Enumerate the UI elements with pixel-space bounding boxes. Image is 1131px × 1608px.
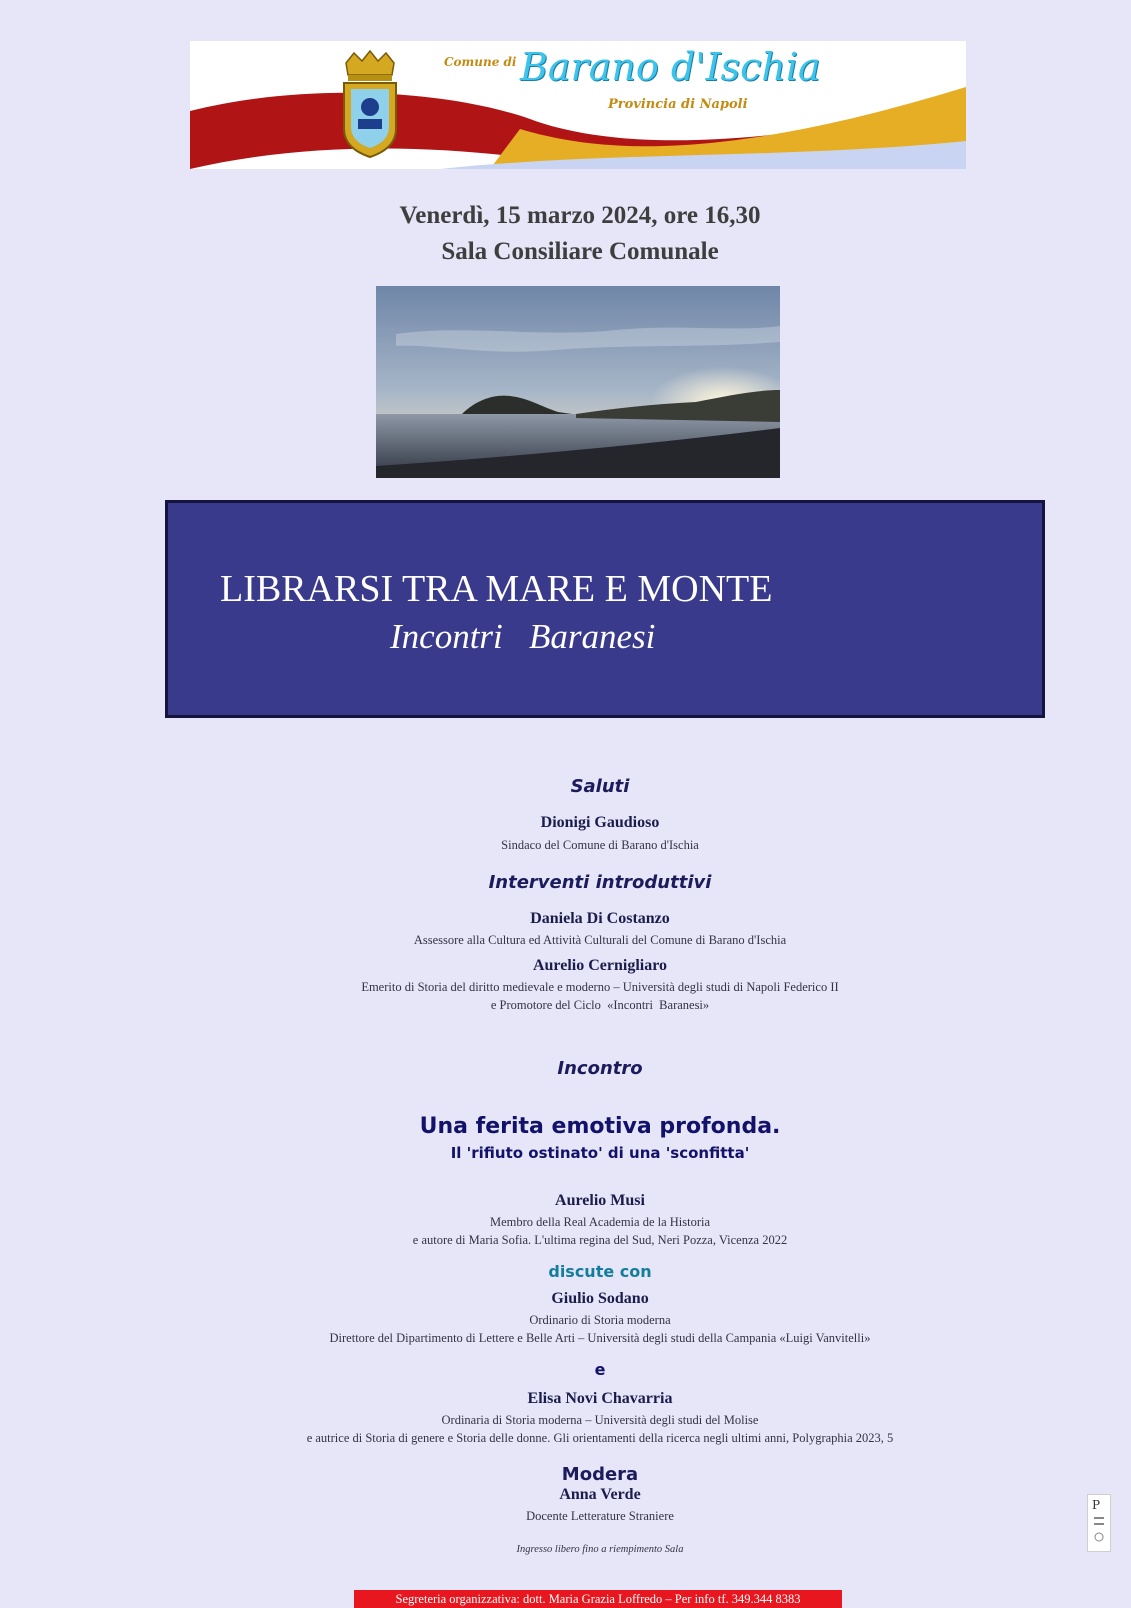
- intervento-speaker-name: Daniela Di Costanzo: [530, 910, 670, 927]
- publisher-stamp-icon: [1087, 1494, 1111, 1552]
- intervento-speaker-role: Emerito di Storia del diritto medievale e moderno – Università degli studi di Napoli Federico II: [361, 980, 839, 994]
- discussant-name: Giulio Sodano: [551, 1290, 649, 1307]
- sunset-sea-photo: [376, 286, 780, 478]
- interventi-heading: Interventi introduttivi: [488, 872, 712, 893]
- series-title: LIBRARSI TRA MARE E MONTE: [220, 568, 773, 610]
- intervento-speaker-role: e Promotore del Ciclo «Incontri Baranesi»: [490, 998, 710, 1012]
- comune-di-label: Comune di: [444, 55, 517, 69]
- discute-con-label: discute con: [548, 1262, 652, 1281]
- author-role: e autore di Maria Sofia. L'ultima regina del Sud, Neri Pozza, Vicenza 2022: [412, 1233, 788, 1247]
- discussant-role: Ordinario di Storia moderna: [529, 1313, 671, 1327]
- author-role: Membro della Real Academia de la Historia: [489, 1215, 711, 1229]
- moderator-role: Docente Letterature Straniere: [526, 1509, 674, 1523]
- event-venue: Sala Consiliare Comunale: [441, 238, 719, 265]
- incontro-heading: Incontro: [557, 1058, 643, 1079]
- town-name: Barano d'Ischia: [520, 45, 821, 89]
- modera-heading: Modera: [561, 1464, 639, 1485]
- discussant-role: e autrice di Storia di genere e Storia delle donne. Gli orientamenti della ricerca negli ultimi anni, Polygraphia 2023, 5: [306, 1431, 894, 1445]
- discussant-role: Ordinaria di Storia moderna – Università degli studi del Molise: [441, 1413, 759, 1427]
- book-title: Una ferita emotiva profonda.: [419, 1114, 781, 1139]
- event-datetime: Venerdì, 15 marzo 2024, ore 16,30: [399, 202, 761, 229]
- moderator-name: Anna Verde: [559, 1486, 641, 1503]
- entry-note: Ingresso libero fino a riempimento Sala: [516, 1544, 684, 1555]
- saluti-heading: Saluti: [570, 776, 630, 797]
- conjunction-e: e: [594, 1360, 606, 1379]
- footer-contact-bar: Segreteria organizzativa: dott. Maria Grazia Loffredo – Per info tf. 349.344 8383: [354, 1590, 842, 1608]
- saluti-speaker-role: Sindaco del Comune di Barano d'Ischia: [501, 838, 699, 852]
- coat-of-arms-icon: [338, 49, 402, 159]
- saluti-speaker-name: Dionigi Gaudioso: [540, 814, 660, 831]
- book-subtitle: Il 'rifiuto ostinato' di una 'sconfitta': [450, 1144, 750, 1162]
- intervento-speaker-role: Assessore alla Cultura ed Attività Culturali del Comune di Barano d'Ischia: [413, 933, 787, 947]
- series-subtitle: Incontri Baranesi: [390, 617, 656, 656]
- discussant-name: Elisa Novi Chavarria: [527, 1390, 673, 1407]
- discussant-role: Direttore del Dipartimento di Lettere e Belle Arti – Università degli studi della Campania «Luigi Vanvitelli»: [329, 1331, 871, 1345]
- title-box: [165, 500, 1045, 718]
- svg-text:P: P: [1092, 1498, 1101, 1512]
- provincia-label: Provincia di Napoli: [608, 97, 748, 112]
- author-name: Aurelio Musi: [555, 1192, 645, 1209]
- intervento-speaker-name: Aurelio Cernigliaro: [532, 957, 668, 974]
- header-banner: [190, 41, 966, 169]
